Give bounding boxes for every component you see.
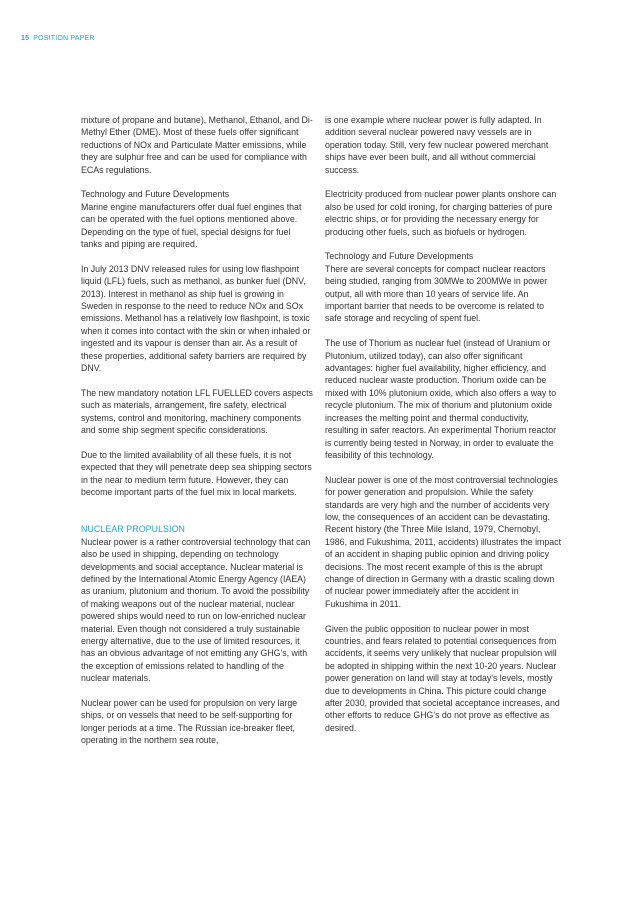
page-number: 15 [21, 35, 30, 42]
paragraph: Nuclear power can be used for propulsion on very large ships, or on vessels that need to be self-supporting for longer periods at a time. The Russian ice-breaker fleet, operating in the northern sea route, [81, 698, 298, 746]
subheading: Technology and Future Developments [81, 189, 230, 200]
right-column [325, 114, 561, 734]
paragraph: Nuclear power is a rather controversial technology that can also be used in shipping, depending on technology developments and social acceptance. Nuclear material is defined by the International Atomic Energy Agency (IAEA) as uranium, plutonium and thorium. To avoid the possibility of making weapons out of the nuclear material, nuclear powered ships would need to run on low-enriched nuclear material. Even though not considered a truly sustainable energy alternative, due to the use of limited resources, it has an obvious advantage of not emitting any GHG's, with the exception of emissions related to handling of the nuclear materials. [81, 536, 311, 684]
section-label: POSITION PAPER [33, 35, 95, 42]
paragraph: Electricity produced from nuclear power plants onshore can also be used for cold ironing, for charging batteries of pure electric ships, or for providing the necessary energy for producing other fuels, such as biofuels or hydrogen. [325, 189, 557, 237]
paragraph: In July 2013 DNV released rules for using low flashpoint liquid (LFL) fuels, such as methanol, as bunker fuel (DNV, 2013). Interest in methanol as ship fuel is growing in Sweden in response to the need to reduce NOx and SOx emissions. Methanol has a relatively low flashpoint, is toxic when it comes into contact with the skin or when inhaled or ingested and its vapour is denser than air. As a result of these properties, additional safety barriers are required by DNV. [81, 263, 311, 374]
paragraph: The use of Thorium as nuclear fuel (instead of Uranium or Plutonium, utilized today), can also offer significant advantages: higher fuel availability, higher efficiency, and reduced nuclear waste production. Thorium oxide can be mixed with 10% plutonium oxide, which also offers a way to recycle plutonium. The mix of thorium and plutonium oxide increases the melting point and thermal conductivity, resulting in safer reactors. An experimental Thorium reactor is currently being tested in Norway, in order to evaluate the feasibility of this technology. [325, 338, 557, 460]
paragraph: is one example where nuclear power is fully adapted. In addition several nuclear powered navy vessels are in operation today. Still, very few nuclear powered merchant ships have ever been built, and all without commercial success. [325, 115, 549, 175]
paragraph: Due to the limited availability of all these fuels, it is not expected that they will penetrate deep sea shipping sectors in the near to medium term future. However, they can become important parts of the fuel mix in local markets. [81, 449, 312, 498]
paragraph: Given the public opposition to nuclear power in most countries, and fears related to potential consequences from accidents, it seems very unlikely that nuclear propulsion will be adopted in shipping within the next 10-20 years. Nuclear power generation on land will stay at today's levels, mostly due to developments in China. This picture could change after 2030, provided that societal acceptance increases, and other efforts to reduce GHG's do not prove as effective as desired. [325, 623, 560, 733]
section-heading: NUCLEAR PROPULSION [81, 524, 185, 535]
left-column [81, 114, 313, 747]
paragraph: The new mandatory notation LFL FUELLED covers aspects such as materials, arrangement, fire safety, electrical systems, control and monitoring, machinery components and some ship segment specific considerations. [81, 387, 313, 436]
paragraph: Nuclear power is one of the most controversial technologies for power generation and propulsion. While the safety standards are very high and the number of accidents very low, the consequences of an accident can be devastating. Recent history (the Three Mile Island, 1979, Chernobyl, 1986, and Fukushima, 2011, accidents) illustrates the impact of an accident in shaping public opinion and driving policy decisions. The most recent example of this is the abrupt change of direction in Germany with a drastic scaling down of nuclear power immediately after the accident in Fukushima in 2011. [325, 474, 562, 609]
paragraph: Marine engine manufacturers offer dual fuel engines that can be operated with the fuel options mentioned above. Depending on the type of fuel, special designs for fuel tanks and piping are required. [81, 201, 302, 250]
paragraph: mixture of propane and butane), Methanol, Ethanol, and Di-Methyl Ether (DME). Most of these fuels offer significant reductions of NOx and Particulate Matter emissions, while they are sulphur free and can be used for compliance with ECAs regulations. [81, 115, 313, 175]
page-header [21, 35, 95, 42]
subheading: Technology and Future Developments [325, 251, 474, 262]
paragraph: There are several concepts for compact nuclear reactors being studied, ranging from 30MWe to 200MWe in power output, all with more than 10 years of service life. An important barrier that needs to be overcome is related to safe storage and recycling of spent fuel. [325, 263, 548, 324]
